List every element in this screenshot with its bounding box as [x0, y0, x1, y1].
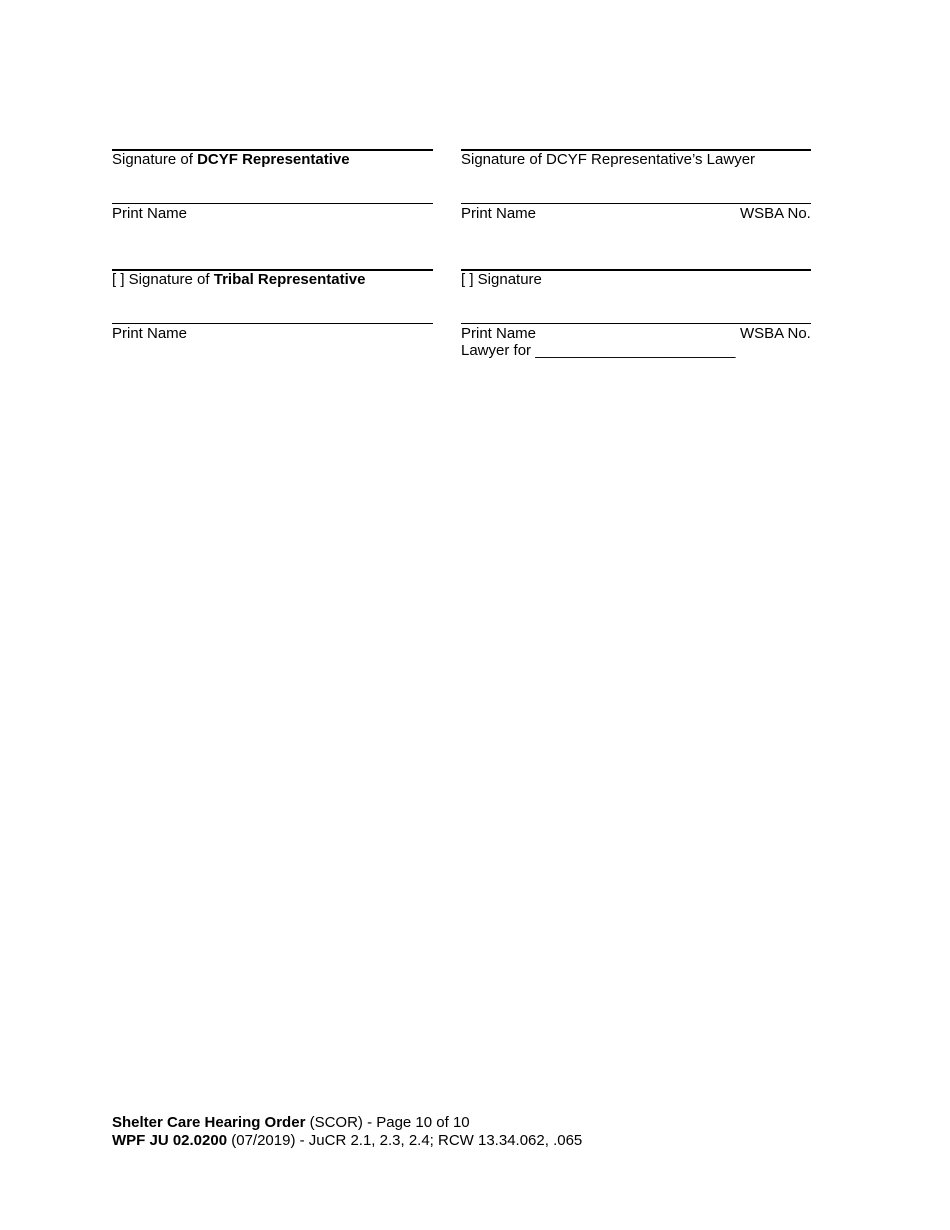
- page-footer: [112, 1114, 582, 1150]
- dcyf-rep-signature-label: [112, 151, 350, 168]
- dcyf-rep-signature-role: DCYF Representative: [197, 151, 350, 168]
- footer-page-info: (SCOR) - Page 10 of 10: [305, 1114, 470, 1131]
- footer-title-line: [112, 1114, 582, 1132]
- tribal-rep-signature-label: [112, 271, 365, 288]
- tribal-rep-print-name-line: [112, 323, 433, 324]
- other-lawyer-wsba-label: WSBA No.: [740, 325, 811, 342]
- dcyf-rep-signature-prefix: Signature of: [112, 151, 198, 168]
- other-signature-label: [ ] Signature: [461, 271, 542, 288]
- dcyf-lawyer-signature-label: Signature of DCYF Representative’s Lawyer: [461, 151, 756, 168]
- lawyer-for-field: Lawyer for ________________________: [461, 342, 736, 359]
- footer-form-citation: (07/2019) - JuCR 2.1, 2.3, 2.4; RCW 13.34.062, .065: [227, 1132, 583, 1149]
- footer-form-title: Shelter Care Hearing Order: [112, 1114, 306, 1131]
- footer-form-number: WPF JU 02.0200: [112, 1132, 228, 1149]
- other-lawyer-print-name-label: Print Name: [461, 325, 537, 342]
- dcyf-lawyer-wsba-label: WSBA No.: [740, 205, 811, 222]
- dcyf-rep-print-name-line: [112, 203, 433, 204]
- tribal-rep-signature-role: Tribal Representative: [213, 271, 366, 288]
- tribal-rep-signature-prefix: [ ] Signature of: [112, 271, 214, 288]
- footer-form-line: [112, 1132, 582, 1150]
- dcyf-lawyer-print-name-line: [461, 203, 811, 204]
- tribal-rep-print-name-label: Print Name: [112, 325, 188, 342]
- dcyf-lawyer-print-name-label: Print Name: [461, 205, 537, 222]
- dcyf-rep-print-name-label: Print Name: [112, 205, 188, 222]
- other-lawyer-print-name-line: [461, 323, 811, 324]
